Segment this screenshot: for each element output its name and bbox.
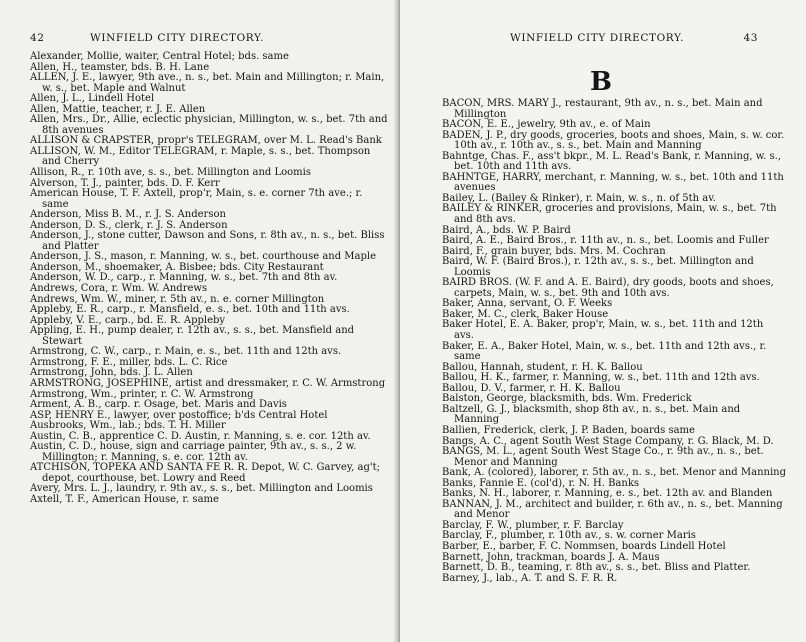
directory-entry: Bank, A. (colored), laborer, r. 5th av., n. s., bet. Menor and Manning xyxy=(442,467,787,479)
directory-entry: Baker, E. A., Baker Hotel, Main, w. s., bet. 11th and 12th avs., r. same xyxy=(442,340,767,363)
directory-entry: BACON, E. E., jewelry, 9th av., e. of Main xyxy=(442,119,651,131)
directory-entry: Bailey, L. (Bailey & Rinker), r. Main, w. s., n. of 5th av. xyxy=(442,192,716,204)
directory-entry: Allen, Mattie, teacher, r. J. E. Allen xyxy=(30,103,206,115)
section-letter: B xyxy=(590,67,612,97)
directory-entry: Ausbrooks, Wm., lab.; bds. T. H. Miller xyxy=(30,420,226,432)
directory-entry: Bahntge, Chas. F., ass't bkpr., M. L. Read's Bank, r. Manning, w. s., bet. 10th and 11th avs. xyxy=(442,150,781,173)
directory-entry: Bangs, A. C., agent South West Stage Company, r. G. Black, M. D. xyxy=(442,435,774,447)
directory-entry: Appleby, E. R., carp., r. Mansfield, e. s., bet. 10th and 11th avs. xyxy=(30,304,350,316)
directory-entry: Allison, R., r. 10th ave, s. s., bet. Millington and Loomis xyxy=(30,167,311,179)
directory-entry: ALLEN, J. E., lawyer, 9th ave., n. s., bet. Main and Millington; r. Main, w. s., bet. Maple and Walnut xyxy=(30,72,385,94)
directory-entry: ASP, HENRY E., lawyer, over postoffice; b'ds Central Hotel xyxy=(30,409,328,421)
left-page-number: 42 xyxy=(30,32,45,44)
directory-entry: Barclay, F., plumber, r. 10th av., s. w. corner Maris xyxy=(442,530,696,542)
right-entry-list xyxy=(442,99,786,584)
directory-entry: Alverson, T. J., painter, bds. D. F. Kerr xyxy=(30,177,220,189)
directory-entry: BAILEY & RINKER, groceries and provisions, Main, w. s., bet. 7th and 8th avs. xyxy=(442,203,777,226)
directory-entry: BACON, MRS. MARY J., restaurant, 9th av., n. s., bet. Main and Millington xyxy=(442,98,763,120)
directory-entry: Baird, A., bds. W. P. Baird xyxy=(442,224,571,236)
directory-entry: Anderson, W. D., carp., r. Manning, w. s., bet. 7th and 8th av. xyxy=(30,272,338,284)
directory-entry: BADEN, J. P., dry goods, groceries, boots and shoes, Main, s. w. cor. 10th av., r. 10th av., s. s., bet. Main and Manning xyxy=(442,129,785,152)
directory-entry: Allen, H., teamster, bds. B. H. Lane xyxy=(30,61,210,73)
directory-entry: Armstrong, Wm., printer, r. C. W. Armstrong xyxy=(30,388,254,400)
right-page-header xyxy=(400,32,806,48)
directory-entry: Andrews, Cora, r. Wm. W. Andrews xyxy=(30,283,208,295)
directory-entry: Anderson, J. S., mason, r. Manning, w. s., bet. courthouse and Maple xyxy=(30,251,377,263)
directory-entry: Allen, J. L., Lindell Hotel xyxy=(30,93,155,105)
directory-entry: Austin, C. B., apprentice C. D. Austin, r. Manning, s. e. cor. 12th av. xyxy=(30,430,371,442)
directory-entry: Anderson, J., stone cutter, Dawson and Sons, r. 8th av., n. s., bet. Bliss and Platter xyxy=(30,230,385,252)
directory-entry: Baird, A. E., Baird Bros., r. 11th av., n. s., bet. Loomis and Fuller xyxy=(442,235,769,247)
directory-entry: BAIRD BROS. (W. F. and A. E. Baird), dry goods, boots and shoes, carpets, Main, w. s., bet. 9th and 10th avs. xyxy=(442,277,774,299)
directory-entry: Ballou, Hannah, student, r. H. K. Ballou xyxy=(442,361,643,373)
left-page xyxy=(0,0,398,642)
directory-entry: Ballou, D. V., farmer, r. H. K. Ballou xyxy=(442,382,621,394)
left-entry-list xyxy=(30,52,388,506)
directory-entry: Arment, A. B., carp. r. Osage, bet. Maris and Davis xyxy=(30,399,287,411)
right-page xyxy=(400,0,806,642)
directory-entry: American House, T. F. Axtell, prop'r, Main, s. e. corner 7th ave.; r. same xyxy=(30,188,363,210)
directory-entry: Armstrong, C. W., carp., r. Main, e. s., bet. 11th and 12th avs. xyxy=(30,346,342,358)
directory-entry: Armstrong, F. E., miller, bds. L. C. Rice xyxy=(30,356,228,368)
directory-entry: Banks, Fannie E. (col'd), r. N. H. Banks xyxy=(442,477,640,489)
left-running-title: WINFIELD CITY DIRECTORY. xyxy=(90,32,265,44)
right-page-number: 43 xyxy=(743,32,758,44)
directory-entry: Baker, M. C., clerk, Baker House xyxy=(442,308,609,320)
directory-entry: Axtell, T. F., American House, r. same xyxy=(30,493,219,505)
directory-entry: Barber, E., barber, F. C. Nommsen, boards Lindell Hotel xyxy=(442,540,726,552)
directory-entry: BAHNTGE, HARRY, merchant, r. Manning, w. s., bet. 10th and 11th avenues xyxy=(442,171,784,194)
right-running-title: WINFIELD CITY DIRECTORY. xyxy=(510,32,685,44)
directory-entry: Armstrong, John, bds. J. L. Allen xyxy=(30,367,193,379)
directory-entry: Barclay, F. W., plumber, r. F. Barclay xyxy=(442,519,624,531)
directory-entry: BANNAN, J. M., architect and builder, r. 6th av., n. s., bet. Manning and Menor xyxy=(442,498,783,521)
directory-entry: Allen, Mrs., Dr., Allie, eclectic physician, Millington, w. s., bet. 7th and 8th avenues xyxy=(30,114,388,136)
left-page-header xyxy=(0,32,398,48)
directory-entry: Barney, J., lab., A. T. and S. F. R. R. xyxy=(442,572,618,584)
directory-entry: Andrews, Wm. W., miner, r. 5th av., n. e. corner Millington xyxy=(30,293,325,305)
directory-entry: Avery, Mrs. L. J., laundry, r. 9th av., s. s., bet. Millington and Loomis xyxy=(30,483,373,495)
directory-entry: Baird, W. F. (Baird Bros.), r. 12th av., s. s., bet. Millington and Loomis xyxy=(442,256,754,278)
directory-entry: Appleby, V. E., carp., bd. E. R. Appleby xyxy=(30,314,226,326)
directory-entry: Anderson, Miss B. M., r. J. S. Anderson xyxy=(30,209,226,221)
directory-entry: Alexander, Mollie, waiter, Central Hotel; bds. same xyxy=(30,51,289,62)
directory-entry: BANGS, M. L., agent South West Stage Co., r. 9th av., n. s., bet. Menor and Manning xyxy=(442,446,764,468)
directory-entry: Anderson, D. S., clerk, r. J. S. Anderson xyxy=(30,219,228,231)
directory-entry: Austin, C. D., house, sign and carriage painter, 9th av., s. s., 2 w. Millington; r. Manning, s. e. cor. 12th av. xyxy=(30,441,357,463)
directory-entry: Barnett, John, trackman, boards J. A. Maus xyxy=(442,551,660,563)
directory-entry: Appling, E. H., pump dealer, r. 12th av., s. s., bet. Mansfield and Stewart xyxy=(30,325,355,347)
directory-entry: Baker Hotel, E. A. Baker, prop'r, Main, w. s., bet. 11th and 12th avs. xyxy=(442,319,764,342)
directory-entry: Baird, F., grain buyer, bds. Mrs. M. Cochran xyxy=(442,245,666,257)
directory-entry: Anderson, M., shoemaker, A. Bisbee; bds. City Restaurant xyxy=(30,261,324,273)
directory-entry: Banks, N. H., laborer, r. Manning, e. s., bet. 12th av. and Blanden xyxy=(442,488,773,500)
directory-entry: Baker, Anna, servant, O. F. Weeks xyxy=(442,298,613,310)
directory-entry: ALLISON & CRAPSTER, propr's TELEGRAM, over M. L. Read's Bank xyxy=(30,135,382,147)
directory-entry: Ballien, Frederick, clerk, J. P. Baden, boards same xyxy=(442,424,695,436)
directory-entry: Balston, George, blacksmith, bds. Wm. Frederick xyxy=(442,393,692,405)
directory-entry: Barnett, D. B., teaming, r. 8th av., s. s., bet. Bliss and Platter. xyxy=(442,562,751,574)
directory-entry: Baltzell, G. J., blacksmith, shop 8th av., n. s., bet. Main and Manning xyxy=(442,403,741,426)
directory-entry: ARMSTRONG, JOSEPHINE, artist and dressmaker, r. C. W. Armstrong xyxy=(30,377,386,389)
directory-entry: ATCHISON, TOPEKA AND SANTA FE R. R. Depot, W. C. Garvey, ag't; depot, courthouse, bet. Lowry and Reed xyxy=(30,462,380,484)
directory-entry: Ballou, H. K., farmer, r. Manning, w. s., bet. 11th and 12th avs. xyxy=(442,372,760,384)
directory-entry: ALLISON, W. M., Editor TELEGRAM, r. Maple, s. s., bet. Thompson and Cherry xyxy=(30,145,371,168)
